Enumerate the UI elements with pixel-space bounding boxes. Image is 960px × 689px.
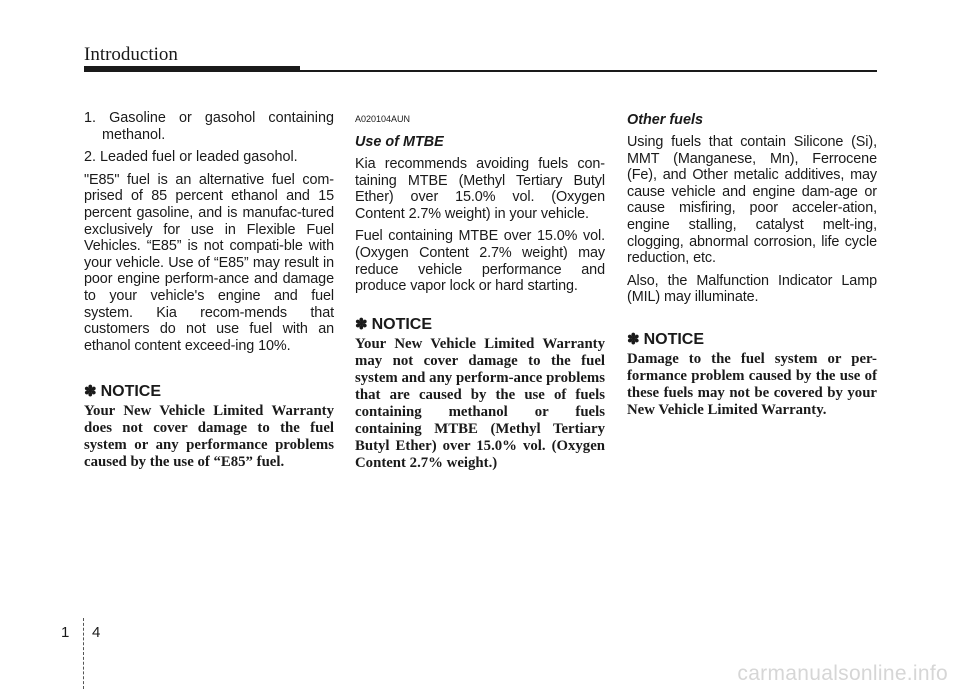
page-header-title: Introduction: [84, 44, 178, 65]
chapter-number: 1: [61, 624, 70, 641]
notice-text: Your New Vehicle Limited Warranty does not cover damage to the fuel system or any performance problems caused by the use of “E85” fuel.: [84, 403, 334, 471]
column-2: [355, 110, 605, 472]
list-text: Leaded fuel or leaded gasohol.: [100, 149, 298, 166]
footer-divider: [83, 618, 84, 689]
column-3: [627, 110, 877, 419]
asterisk-icon: ✽: [355, 315, 368, 333]
section-heading: Other fuels: [627, 112, 703, 128]
header-rule-thin: [300, 70, 877, 72]
section-code: A020104AUN: [355, 114, 411, 124]
asterisk-icon: ✽: [84, 383, 97, 401]
notice-title: NOTICE: [643, 330, 705, 348]
notice-heading: [84, 382, 334, 401]
page-number: 4: [92, 624, 101, 641]
list-item-2: [84, 149, 334, 166]
notice-text: Damage to the fuel system or per-formance problem caused by the use of these fuels may not be covered by your New Vehicle Limited Warranty.: [627, 350, 877, 418]
notice-title: NOTICE: [100, 383, 162, 401]
asterisk-icon: ✽: [627, 330, 640, 348]
other-fuels-paragraph-1: Using fuels that contain Silicone (Si), MMT (Manganese, Mn), Ferrocene (Fe), and Other metalic additives, may cause vehicle and engine dam-age or cause misfiring, poor acceler-ation, engine stalling, catalyst melt-ing, clogging, abnormal corrosion, life cycle reduction, etc.: [627, 134, 877, 267]
column-1: [84, 110, 334, 471]
other-fuels-paragraph-2: Also, the Malfunction Indicator Lamp (MIL) may illuminate.: [627, 272, 877, 306]
watermark: carmanualsonline.info: [737, 662, 948, 685]
mtbe-paragraph-1: Kia recommends avoiding fuels con-taining MTBE (Methyl Tertiary Butyl Ether) over 15.0% vol. (Oxygen Content 2.7% weight) in your vehicle.: [355, 156, 605, 222]
list-number: 1.: [84, 110, 97, 126]
notice-title: NOTICE: [371, 315, 433, 333]
section-heading: Use of MTBE: [355, 134, 444, 150]
notice-heading: [355, 315, 605, 334]
header-rule-thick: [84, 66, 300, 72]
mtbe-paragraph-2: Fuel containing MTBE over 15.0% vol. (Oxygen Content 2.7% weight) may reduce vehicle performance and produce vapor lock or hard starting.: [355, 228, 605, 295]
notice-heading: [627, 330, 877, 349]
list-item-1: [84, 110, 334, 143]
list-number: 2.: [84, 149, 97, 166]
notice-text: Your New Vehicle Limited Warranty may not cover damage to the fuel system and any perform-ance problems that are caused by the use of fuels containing methanol or fuels containing MTBE (Methyl Tertiary Butyl Ether) over 15.0% vol. (Oxygen Content 2.7% weight.): [355, 335, 605, 471]
e85-paragraph: "E85" fuel is an alternative fuel com-prised of 85 percent ethanol and 15 percent gasoline, and is manufac-tured exclusively for use in Flexible Fuel Vehicles. “E85” is not compati-ble with your vehicle. Use of “E85” may result in poor engine perform-ance and damage to your vehicle's engine and fuel system. Kia recom-mends that customers do not use fuel with an ethanol content exceed-ing 10%.: [84, 171, 334, 354]
list-text: Gasoline or gasohol containing methanol.: [102, 110, 334, 143]
